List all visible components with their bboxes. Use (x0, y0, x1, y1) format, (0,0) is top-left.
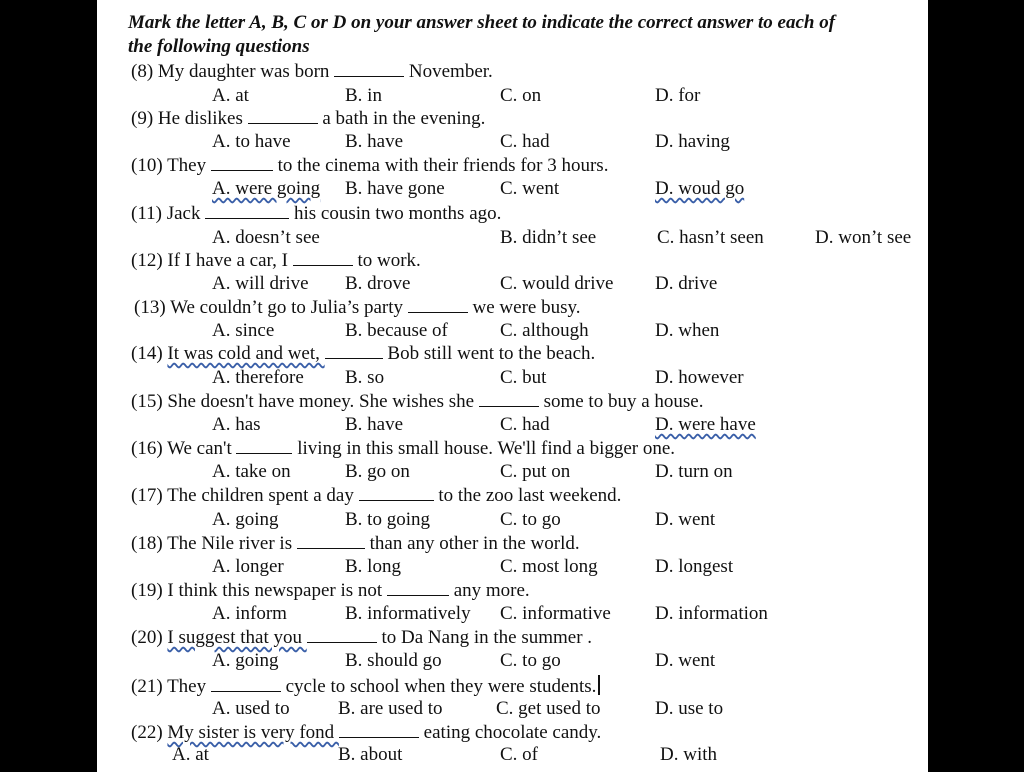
question-text-after-blank: any more. (448, 580, 530, 601)
option-c: C. of (500, 744, 538, 765)
option-c: C. although (500, 320, 589, 341)
option-d: D. use to (655, 698, 724, 719)
question-text-before-blank: He dislikes (157, 108, 248, 129)
question-number: (17) (131, 485, 168, 506)
question-number: (20) (131, 627, 168, 648)
question-10 (131, 155, 608, 177)
answer-blank (307, 628, 377, 643)
question-8 (131, 61, 493, 83)
option-b: B. because of (345, 320, 448, 341)
answer-blank (334, 62, 404, 77)
answer-blank (479, 392, 539, 407)
answer-blank (248, 109, 318, 124)
question-text-before-blank: We couldn’t go to Julia’s party (170, 297, 408, 318)
option-b: B. long (345, 556, 401, 577)
question-number: (14) (131, 343, 168, 364)
question-text-before-blank: The Nile river is (167, 533, 297, 554)
option-b: B. have (345, 131, 404, 152)
question-20 (131, 627, 592, 649)
question-number: (10) (131, 155, 168, 176)
option-c: C. would drive (500, 273, 614, 294)
question-13 (134, 297, 581, 319)
option-d: D. drive (655, 273, 718, 294)
question-text-before-blank: It was cold and wet, (167, 343, 325, 364)
question-text-after-blank: to the cinema with their friends for 3 hours. (272, 155, 609, 176)
option-d: D. longest (655, 556, 734, 577)
option-d: D. for (655, 85, 701, 106)
option-d: D. with (660, 744, 717, 765)
option-a: A. inform (212, 603, 287, 624)
question-text-after-blank: to the zoo last weekend. (433, 485, 622, 506)
question-text-before-blank: Jack (166, 203, 206, 224)
answer-blank (359, 486, 434, 501)
question-21 (131, 675, 600, 698)
option-b: B. about (338, 744, 403, 765)
option-c: C. hasn’t seen (657, 227, 764, 248)
question-text-before-blank: They (167, 155, 211, 176)
question-text-after-blank: November. (404, 61, 493, 82)
option-a: A. longer (212, 556, 284, 577)
option-a: A. at (212, 85, 249, 106)
answer-blank (205, 204, 289, 219)
option-c: C. informative (500, 603, 611, 624)
question-text-before-blank: My daughter was born (157, 61, 335, 82)
question-11 (131, 203, 501, 225)
option-b: B. have gone (345, 178, 445, 199)
option-a: A. doesn’t see (212, 227, 320, 248)
option-b: B. go on (345, 461, 410, 482)
question-9 (131, 108, 485, 130)
question-17 (131, 485, 621, 507)
question-14 (131, 343, 595, 365)
question-number: (22) (131, 722, 168, 743)
option-b: B. are used to (338, 698, 443, 719)
question-text-after-blank: some to buy a house. (538, 391, 704, 412)
answer-blank (211, 677, 281, 692)
answer-blank (408, 298, 468, 313)
option-c: C. get used to (496, 698, 601, 719)
question-text-before-blank: We can't (167, 438, 237, 459)
question-19 (131, 580, 530, 602)
question-text-after-blank: his cousin two months ago. (289, 203, 502, 224)
question-text-after-blank: living in this small house. We'll find a bigger one. (292, 438, 676, 459)
option-d: D. having (655, 131, 730, 152)
question-text-after-blank: cycle to school when they were students. (280, 676, 597, 697)
option-d: D. were have (655, 414, 756, 435)
question-text-after-blank: eating chocolate candy. (418, 722, 602, 743)
question-text-before-blank: I suggest that you (167, 627, 307, 648)
option-d: D. turn on (655, 461, 733, 482)
option-a: A. take on (212, 461, 291, 482)
question-16 (131, 438, 675, 460)
option-d: D. when (655, 320, 720, 341)
question-text-before-blank: She doesn't have money. She wishes she (167, 391, 479, 412)
question-text-before-blank: They (167, 676, 211, 697)
question-text-before-blank: The children spent a day (167, 485, 359, 506)
option-a: A. to have (212, 131, 291, 152)
question-number: (21) (131, 676, 168, 697)
question-number: (18) (131, 533, 168, 554)
question-number: (13) (134, 297, 171, 318)
question-12 (131, 250, 421, 272)
option-c: C. to go (500, 650, 561, 671)
option-b: B. so (345, 367, 385, 388)
text-cursor (598, 675, 600, 695)
option-d: D. information (655, 603, 768, 624)
question-text-after-blank: to work. (352, 250, 421, 271)
answer-blank (387, 581, 449, 596)
answer-blank (211, 156, 273, 171)
option-a: A. will drive (212, 273, 309, 294)
option-c: C. most long (500, 556, 598, 577)
option-b: B. drove (345, 273, 411, 294)
answer-blank (293, 251, 353, 266)
option-d: D. went (655, 650, 716, 671)
question-text-before-blank: I think this newspaper is not (167, 580, 387, 601)
question-text-after-blank: a bath in the evening. (317, 108, 486, 129)
question-number: (15) (131, 391, 168, 412)
option-d: D. won’t see (815, 227, 912, 248)
question-15 (131, 391, 703, 413)
instructions-line-1: Mark the letter A, B, C or D on your answer sheet to indicate the correct answer to each of (128, 12, 836, 33)
question-text-before-blank: If I have a car, I (167, 250, 293, 271)
question-number: (8) (131, 61, 158, 82)
option-b: B. in (345, 85, 382, 106)
option-c: C. on (500, 85, 542, 106)
option-a: A. therefore (212, 367, 304, 388)
option-a: A. going (212, 650, 279, 671)
question-text-after-blank: Bob still went to the beach. (382, 343, 596, 364)
option-b: B. didn’t see (500, 227, 597, 248)
question-text-before-blank: My sister is very fond (167, 722, 339, 743)
option-d: D. went (655, 509, 716, 530)
option-c: C. to go (500, 509, 561, 530)
question-number: (19) (131, 580, 168, 601)
answer-blank (339, 723, 419, 738)
option-b: B. have (345, 414, 404, 435)
option-a: A. used to (212, 698, 290, 719)
option-a: A. since (212, 320, 275, 341)
option-c: C. went (500, 178, 560, 199)
instructions-line-2: the following questions (128, 36, 310, 57)
option-c: C. but (500, 367, 547, 388)
option-b: B. informatively (345, 603, 471, 624)
question-number: (11) (131, 203, 167, 224)
option-c: C. had (500, 131, 550, 152)
question-number: (16) (131, 438, 168, 459)
answer-blank (325, 344, 383, 359)
answer-blank (297, 534, 365, 549)
question-number: (9) (131, 108, 158, 129)
question-number: (12) (131, 250, 168, 271)
option-c: C. put on (500, 461, 571, 482)
option-a: A. at (172, 744, 209, 765)
question-22 (131, 722, 601, 744)
answer-blank (236, 439, 292, 454)
option-d: D. however (655, 367, 744, 388)
option-a: A. has (212, 414, 261, 435)
option-a: A. going (212, 509, 279, 530)
option-d: D. woud go (655, 178, 745, 199)
option-b: B. to going (345, 509, 430, 530)
option-c: C. had (500, 414, 550, 435)
question-18 (131, 533, 580, 555)
question-text-after-blank: we were busy. (467, 297, 581, 318)
question-text-after-blank: than any other in the world. (364, 533, 580, 554)
option-b: B. should go (345, 650, 442, 671)
question-text-after-blank: to Da Nang in the summer . (376, 627, 593, 648)
option-a: A. were going (212, 178, 321, 199)
